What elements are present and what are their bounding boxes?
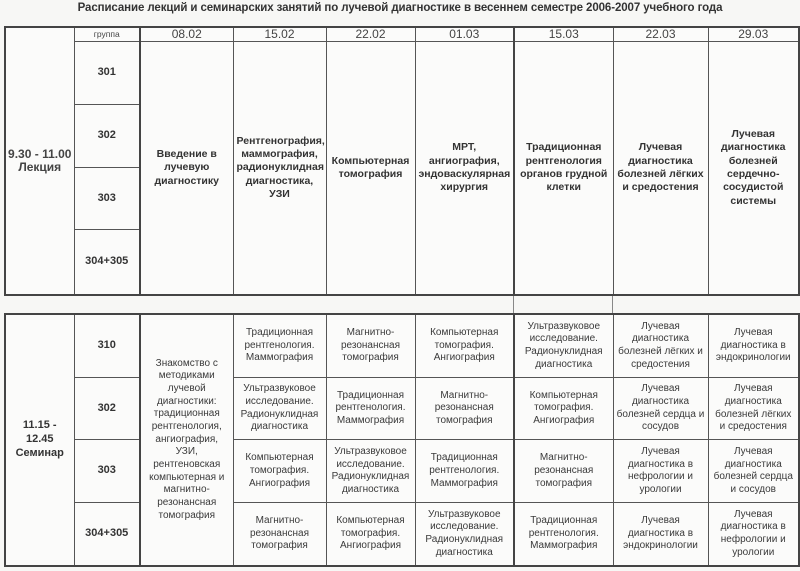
seminar-row: [5, 314, 799, 377]
group-cell: 301: [74, 42, 140, 105]
lecture-time: 9.30 - 11.00: [8, 147, 72, 161]
seminar-cell: Лучевая диагностика в эндокринологии: [708, 314, 799, 377]
seminar-cell: Лучевая диагностика в нефрологии и урологии: [613, 440, 708, 503]
group-cell: 310: [74, 314, 140, 377]
date-header: 01.03: [415, 27, 514, 42]
seminar-cell: Лучевая диагностика болезней сердца и сосудов: [708, 440, 799, 503]
seminar-row: [5, 377, 799, 440]
lecture-topic: Введение в лучевую диагностику: [140, 42, 233, 296]
seminar-cell: Лучевая диагностика болезней лёгких и средостения: [708, 377, 799, 440]
gap-divider: [513, 296, 514, 313]
seminar-cell: Магнитно-резонансная томография: [233, 503, 326, 566]
seminar-cell: Компьютерная томография. Ангиография: [514, 377, 613, 440]
lecture-row: [5, 42, 799, 105]
seminar-row: [5, 440, 799, 503]
group-cell: 304+305: [74, 503, 140, 566]
seminar-cell: Лучевая диагностика в нефрологии и урологии: [708, 503, 799, 566]
seminar-time-cell: [5, 314, 74, 566]
seminar-intro: Знакомство с методиками лучевой диагностики: традиционная рентгенология, ангиография, УЗИ, рентгеновская компьютерная и магнитно-резонансная томография: [140, 314, 233, 566]
seminar-cell: Традиционная рентгенология. Маммография: [326, 377, 415, 440]
seminar-cell: Традиционная рентгенология. Маммография: [415, 440, 514, 503]
lecture-topic: Рентгенография, маммография, радионуклидная диагностика, УЗИ: [233, 42, 326, 296]
seminar-cell: Традиционная рентгенология. Маммография: [514, 503, 613, 566]
seminar-cell: Ультразвуковое исследование. Радионуклидная диагностика: [415, 503, 514, 566]
seminar-row: [5, 503, 799, 566]
lecture-table: [4, 26, 800, 296]
date-header: 15.02: [233, 27, 326, 42]
schedule-title: Расписание лекций и семинарских занятий по лучевой диагностике в весеннем семестре 2006-2007 учебного года: [77, 2, 723, 14]
group-cell: 303: [74, 440, 140, 503]
lecture-topic: Лучевая диагностика болезней лёгких и средостения: [613, 42, 708, 296]
seminar-cell: Лучевая диагностика болезней сердца и сосудов: [613, 377, 708, 440]
lecture-topic: Традиционная рентгенология органов грудной клетки: [514, 42, 613, 296]
seminar-table: [4, 313, 800, 567]
header-row: [5, 27, 799, 42]
group-cell: 302: [74, 104, 140, 167]
seminar-cell: Традиционная рентгенология. Маммография: [233, 314, 326, 377]
seminar-cell: Магнитно-резонансная томография: [326, 314, 415, 377]
seminar-cell: Лучевая диагностика болезней лёгких и средостения: [613, 314, 708, 377]
seminar-cell: Ультразвуковое исследование. Радионуклидная диагностика: [514, 314, 613, 377]
lecture-time-cell: [5, 27, 74, 295]
gap-divider: [612, 296, 613, 313]
group-cell: 302: [74, 377, 140, 440]
group-cell: 303: [74, 167, 140, 230]
date-header: 22.03: [613, 27, 708, 42]
lecture-type: Лекция: [18, 160, 62, 174]
seminar-cell: Ультразвуковое исследование. Радионуклидная диагностика: [233, 377, 326, 440]
seminar-cell: Магнитно-резонансная томография: [514, 440, 613, 503]
lecture-topic: МРТ, ангиография, эндоваскулярная хирургия: [415, 42, 514, 296]
seminar-time: 11.15 - 12.45: [22, 419, 57, 446]
date-header: 08.02: [140, 27, 233, 42]
date-header: 15.03: [514, 27, 613, 42]
group-header: группа: [74, 27, 140, 42]
seminar-cell: Компьютерная томография. Ангиография: [415, 314, 514, 377]
seminar-cell: Компьютерная томография. Ангиография: [326, 503, 415, 566]
seminar-cell: Ультразвуковое исследование. Радионуклидная диагностика: [326, 440, 415, 503]
lecture-topic: Компьютерная томография: [326, 42, 415, 296]
date-header: 22.02: [326, 27, 415, 42]
group-cell: 304+305: [74, 230, 140, 295]
seminar-cell: Компьютерная томография. Ангиография: [233, 440, 326, 503]
seminar-cell: Магнитно-резонансная томография: [415, 377, 514, 440]
seminar-cell: Лучевая диагностика в эндокринологии: [613, 503, 708, 566]
seminar-type: Семинар: [15, 446, 64, 459]
date-header: 29.03: [708, 27, 799, 42]
lecture-topic: Лучевая диагностика болезней сердечно-сосудистой системы: [708, 42, 799, 296]
